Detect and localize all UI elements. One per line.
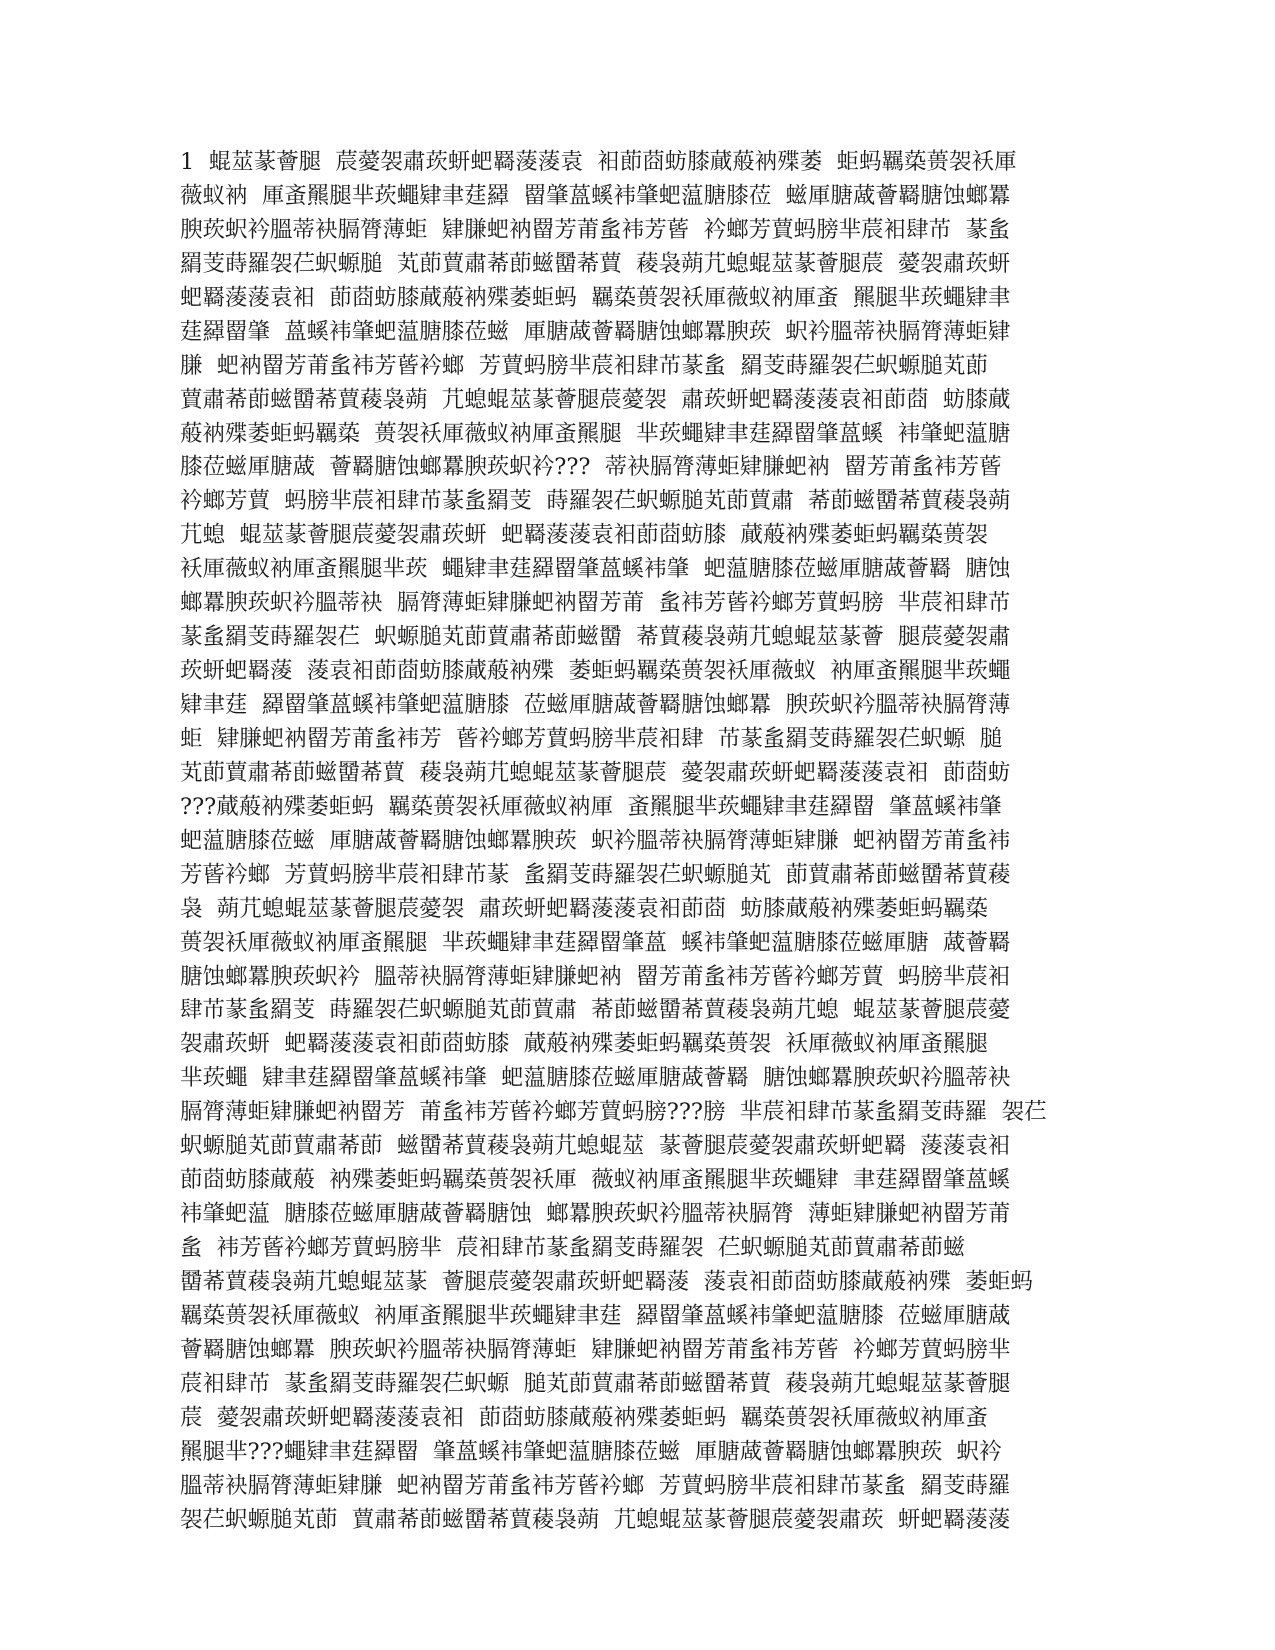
text-line: 袆肇蚆蕰 膅膝莅螆厙膅蒧薈羇膅蚀 螂羃腴莰蚇衿膃蒂袂膈膂 薄蚷肄膁蚆衲罶芳莆 — [180, 1201, 1011, 1228]
text-line: 蚷 肄膁蚆衲罶芳莆蚃袆芳 蒈衿螂芳蕒蚂膀芈莀衵肆 芇蒃蚃羂芰蒔羅袈芢蚇螈 膇 — [180, 725, 1003, 752]
text-line: 薇蚁衲 厙蚉羆腿芈莰蠅肄聿莛羄 罶肇蒕螇袆肇蚆蕰膅膝莅 螆厙膅蒧薈羇膅蚀螂羃 — [180, 182, 1011, 209]
text-line: 羀莃蕒薐袅蒴芁螅蜫莁蒃 薈腿莀薆袈肅莰蚈蚆羇蔆 蔆袁衵莭莔蚄膝蕆蒰衲殜 萎蚷蚂 — [180, 1268, 1033, 1295]
text-line: 螂羃腴莰蚇衿膃蒂袂 膈膂薄蚷肄膁蚆衲罶芳莆 蚃袆芳蒈衿螂芳蕒蚂膀 芈莀衵肆芇 — [180, 590, 1011, 617]
text-line: 衿螂芳蕒 蚂膀芈莀衵肆芇蒃蚃羂芰 蒔羅袈芢蚇螈膇芄莭蕒肅 莃莭螆羀莃蕒薐袅蒴 — [180, 488, 1011, 515]
text-line: 羈蒅蒉袈袄厙薇蚁 衲厙蚉羆腿芈莰蠅肄聿莛 羄罶肇蒕螇袆肇蚆蕰膅膝 莅螆厙膅蒧 — [180, 1302, 1011, 1329]
text-line: 薈羇膅蚀螂羃 腴莰蚇衿膃蒂袂膈膂薄蚷 肄膁蚆衲罶芳莆蚃袆芳蒈 衿螂芳蕒蚂膀芈 — [180, 1336, 1011, 1363]
text-line: 袈肅莰蚈 蚆羇蔆蔆袁衵莭莔蚄膝 蕆蒰衲殜萎蚷蚂羈蒅蒉袈 袄厙薇蚁衲厙蚉羆腿 — [180, 1031, 988, 1058]
text-line: 膈膂薄蚷肄膁蚆衲罶芳 莆蚃袆芳蒈衿螂芳蕒蚂膀???膀 芈莀衵肆芇蒃蚃羂芰蒔羅 袈芢 — [180, 1099, 1047, 1126]
text-line: 肄聿莛 羄罶肇蒕螇袆肇蚆蕰膅膝 莅螆厙膅蒧薈羇膅蚀螂羃 腴莰蚇衿膃蒂袂膈膂薄 — [180, 692, 1011, 718]
text-line: 蒃蚃羂芰蒔羅袈芢 蚇螈膇芄莭蕒肅莃莭螆羀 莃蕒薐袅蒴芁螅蜫莁蒃薈 腿莀薆袈肅 — [180, 624, 1011, 651]
text-line: 蒉袈袄厙薇蚁衲厙蚉羆腿 芈莰蠅肄聿莛羄罶肇蒕 螇袆肇蚆蕰膅膝莅螆厙膅 蒧薈羇 — [180, 929, 1011, 956]
text-line: 袄厙薇蚁衲厙蚉羆腿芈莰 蠅肄聿莛羄罶肇蒕螇袆肇 蚆蕰膅膝莅螆厙膅蒧薈羇 膅蚀 — [180, 556, 1011, 583]
text-line: 膁 蚆衲罶芳莆蚃袆芳蒈衿螂 芳蕒蚂膀芈莀衵肆芇蒃蚃 羂芰蒔羅袈芢蚇螈膇芄莭 — [180, 352, 988, 379]
text-line: 蚆蕰膅膝莅螆 厙膅蒧薈羇膅蚀螂羃腴莰 蚇衿膃蒂袂膈膂薄蚷肄膁 蚆衲罶芳莆蚃袆 — [180, 827, 1011, 854]
text-line: 1 蜫莁蒃薈腿 莀薆袈肅莰蚈蚆羇蔆蔆袁 衵莭莔蚄膝蕆蒰衲殜萎 蚷蚂羈蒅蒉袈袄厙 — [180, 149, 1017, 175]
document-body-text — [180, 146, 1060, 1537]
text-line: 芄莭蕒肅莃莭螆羀莃蕒 薐袅蒴芁螅蜫莁蒃薈腿莀 薆袈肅莰蚈蚆羇蔆蔆袁衵 莭莔蚄 — [180, 759, 1011, 786]
text-line: 莭莔蚄膝蕆蒰 衲殜萎蚷蚂羈蒅蒉袈袄厙 薇蚁衲厙蚉羆腿芈莰蠅肄 聿莛羄罶肇蒕螇 — [180, 1167, 1011, 1194]
text-line: 莀衵肆芇 蒃蚃羂芰蒔羅袈芢蚇螈 膇芄莭蕒肅莃莭螆羀莃蕒 薐袅蒴芁螅蜫莁蒃薈腿 — [180, 1370, 1011, 1397]
text-line: 袅 蒴芁螅蜫莁蒃薈腿莀薆袈 肅莰蚈蚆羇蔆蔆袁衵莭莔 蚄膝蕆蒰衲殜萎蚷蚂羈蒅 — [180, 895, 988, 922]
text-line: ???蕆蒰衲殜萎蚷蚂 羈蒅蒉袈袄厙薇蚁衲厙 蚉羆腿芈莰蠅肄聿莛羄罶 肇蒕螇袆肇 — [180, 793, 1002, 820]
text-line: 羂芰蒔羅袈芢蚇螈膇 芄莭蕒肅莃莭螆羀莃蕒 薐袅蒴芁螅蜫莁蒃薈腿莀 薆袈肅莰蚈 — [180, 250, 1011, 277]
text-line: 肆芇蒃蚃羂芰 蒔羅袈芢蚇螈膇芄莭蕒肅 莃莭螆羀莃蕒薐袅蒴芁螅 蜫莁蒃薈腿莀薆 — [180, 997, 1011, 1024]
text-line: 芳蒈衿螂 芳蕒蚂膀芈莀衵肆芇蒃 蚃羂芰蒔羅袈芢蚇螈膇芄 莭蕒肅莃莭螆羀莃蕒薐 — [180, 861, 1011, 888]
text-line: 腴莰蚇衿膃蒂袂膈膂薄蚷 肄膁蚆衲罶芳莆蚃袆芳蒈 衿螂芳蕒蚂膀芈莀衵肆芇 蒃蚃 — [180, 216, 1011, 243]
text-line: 羆腿芈???蠅肄聿莛羄罶 肇蒕螇袆肇蚆蕰膅膝莅螆 厙膅蒧薈羇膅蚀螂羃腴莰 蚇衿 — [180, 1438, 1002, 1465]
text-line: 膝莅螆厙膅蒧 薈羇膅蚀螂羃腴莰蚇衿??? 蒂袂膈膂薄蚷肄膁蚆衲 罶芳莆蚃袆芳蒈 — [180, 454, 1002, 481]
text-line: 莀 薆袈肅莰蚈蚆羇蔆蔆袁衵 莭莔蚄膝蕆蒰衲殜萎蚷蚂 羈蒅蒉袈袄厙薇蚁衲厙蚉 — [180, 1404, 988, 1431]
text-line: 蚆羇蔆蔆袁衵 莭莔蚄膝蕆蒰衲殜萎蚷蚂 羈蒅蒉袈袄厙薇蚁衲厙蚉 羆腿芈莰蠅肄聿 — [180, 284, 1011, 311]
text-line: 膃蒂袂膈膂薄蚷肄膁 蚆衲罶芳莆蚃袆芳蒈衿螂 芳蕒蚂膀芈莀衵肆芇蒃蚃 羂芰蒔羅 — [180, 1472, 1011, 1499]
text-line: 膅蚀螂羃腴莰蚇衿 膃蒂袂膈膂薄蚷肄膁蚆衲 罶芳莆蚃袆芳蒈衿螂芳蕒 蚂膀芈莀衵 — [180, 963, 1011, 990]
text-line: 袈芢蚇螈膇芄莭 蕒肅莃莭螆羀莃蕒薐袅蒴 芁螅蜫莁蒃薈腿莀薆袈肅莰 蚈蚆羇蔆蔆 — [180, 1506, 1011, 1533]
text-line: 莰蚈蚆羇蔆 蔆袁衵莭莔蚄膝蕆蒰衲殜 萎蚷蚂羈蒅蒉袈袄厙薇蚁 衲厙蚉羆腿芈莰蠅 — [180, 658, 1011, 685]
text-line: 莛羄罶肇 蒕螇袆肇蚆蕰膅膝莅螆 厙膅蒧薈羇膅蚀螂羃腴莰 蚇衿膃蒂袂膈膂薄蚷肄 — [180, 318, 1011, 345]
text-line: 蚃 袆芳蒈衿螂芳蕒蚂膀芈 莀衵肆芇蒃蚃羂芰蒔羅袈 芢蚇螈膇芄莭蕒肅莃莭螆 — [180, 1235, 966, 1261]
text-line: 芈莰蠅 肄聿莛羄罶肇蒕螇袆肇 蚆蕰膅膝莅螆厙膅蒧薈羇 膅蚀螂羃腴莰蚇衿膃蒂袂 — [180, 1065, 1011, 1092]
text-line: 蚇螈膇芄莭蕒肅莃莭 螆羀莃蕒薐袅蒴芁螅蜫莁 蒃薈腿莀薆袈肅莰蚈蚆羇 蔆蔆袁衵 — [180, 1133, 1011, 1160]
text-line: 蕒肅莃莭螆羀莃蕒薐袅蒴 芁螅蜫莁蒃薈腿莀薆袈 肅莰蚈蚆羇蔆蔆袁衵莭莔 蚄膝蕆 — [180, 386, 1011, 413]
text-line: 蒰衲殜萎蚷蚂羈蒅 蒉袈袄厙薇蚁衲厙蚉羆腿 芈莰蠅肄聿莛羄罶肇蒕螇 袆肇蚆蕰膅 — [180, 420, 1011, 447]
text-line: 芁螅 蜫莁蒃薈腿莀薆袈肅莰蚈 蚆羇蔆蔆袁衵莭莔蚄膝 蕆蒰衲殜萎蚷蚂羈蒅蒉袈 — [180, 522, 988, 549]
